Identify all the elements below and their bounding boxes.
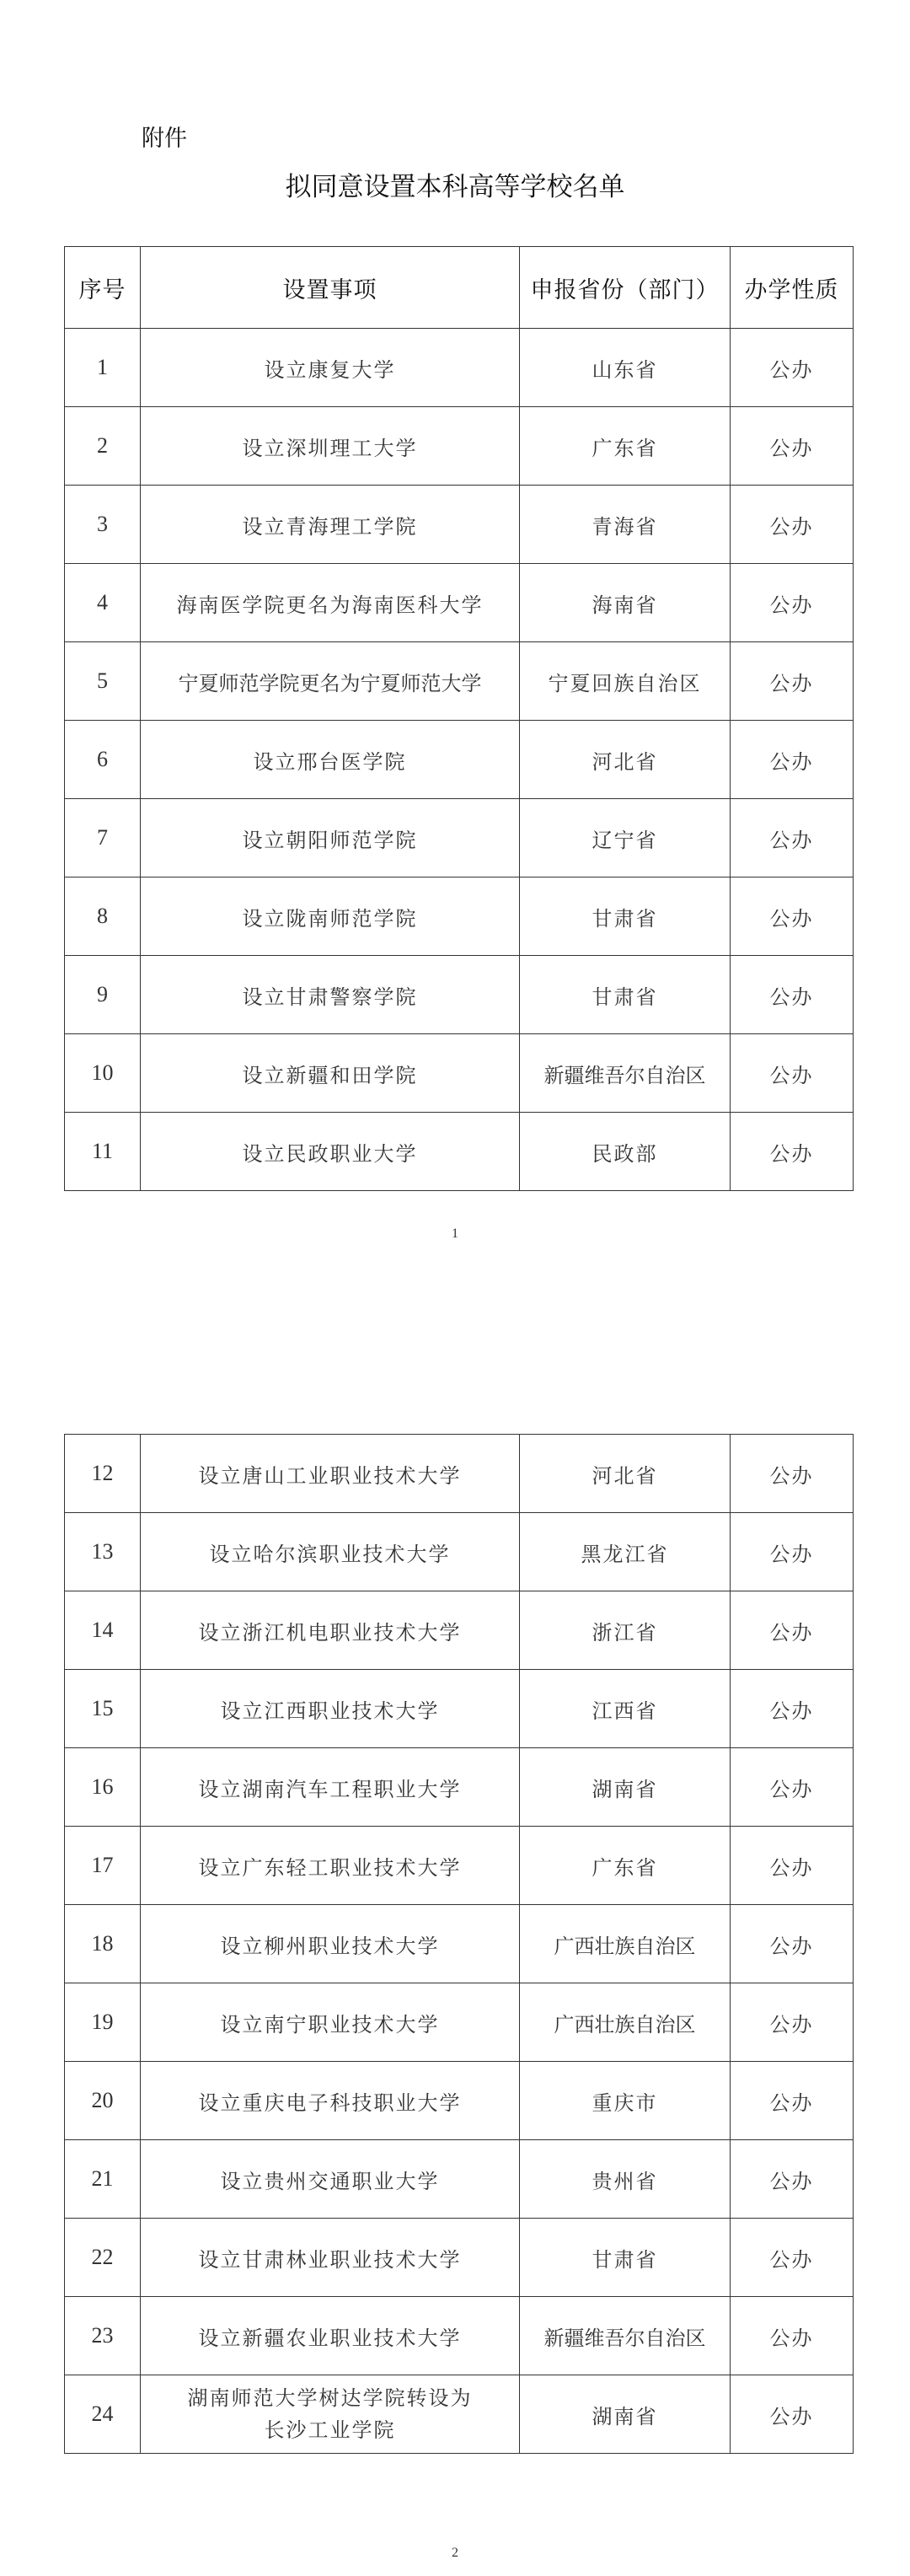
table-row xyxy=(65,2219,854,2297)
column-header-type: 办学性质 xyxy=(731,247,854,329)
row-number: 18 xyxy=(65,1905,141,1983)
row-item: 设立新疆和田学院 xyxy=(141,1034,520,1113)
row-item: 设立邢台医学院 xyxy=(141,721,520,799)
row-item: 设立浙江机电职业技术大学 xyxy=(141,1591,520,1670)
row-type: 公办 xyxy=(731,1748,854,1827)
table-row xyxy=(65,486,854,564)
row-province: 广西壮族自治区 xyxy=(520,1983,731,2062)
row-item: 设立重庆电子科技职业大学 xyxy=(141,2062,520,2140)
row-province: 湖南省 xyxy=(520,2375,731,2454)
row-type: 公办 xyxy=(731,956,854,1034)
row-item xyxy=(141,2375,520,2454)
row-number: 20 xyxy=(65,2062,141,2140)
page-number: 1 xyxy=(452,1226,458,1241)
row-item: 宁夏师范学院更名为宁夏师范大学 xyxy=(141,642,520,721)
row-province: 广东省 xyxy=(520,407,731,486)
row-province: 新疆维吾尔自治区 xyxy=(520,1034,731,1113)
row-province: 江西省 xyxy=(520,1670,731,1748)
page-title: 拟同意设置本科高等学校名单 xyxy=(285,172,625,202)
row-type: 公办 xyxy=(731,1905,854,1983)
row-province: 黑龙江省 xyxy=(520,1513,731,1591)
row-type: 公办 xyxy=(731,407,854,486)
table-row xyxy=(65,1827,854,1905)
row-type: 公办 xyxy=(731,1670,854,1748)
row-item: 设立甘肃林业职业技术大学 xyxy=(141,2219,520,2297)
row-number: 7 xyxy=(65,799,141,877)
table-row xyxy=(65,877,854,956)
table-row xyxy=(65,1670,854,1748)
table-row xyxy=(65,1983,854,2062)
row-type: 公办 xyxy=(731,1435,854,1513)
row-number: 21 xyxy=(65,2140,141,2219)
row-province: 新疆维吾尔自治区 xyxy=(520,2297,731,2375)
row-number: 16 xyxy=(65,1748,141,1827)
row-province: 甘肃省 xyxy=(520,956,731,1034)
row-type: 公办 xyxy=(731,1591,854,1670)
table-row xyxy=(65,407,854,486)
row-number: 19 xyxy=(65,1983,141,2062)
row-item: 设立柳州职业技术大学 xyxy=(141,1905,520,1983)
row-number: 10 xyxy=(65,1034,141,1113)
row-item: 设立贵州交通职业大学 xyxy=(141,2140,520,2219)
table-row xyxy=(65,2140,854,2219)
row-number: 13 xyxy=(65,1513,141,1591)
table-row xyxy=(65,956,854,1034)
row-item: 设立唐山工业职业技术大学 xyxy=(141,1435,520,1513)
table-row xyxy=(65,721,854,799)
table-header-row xyxy=(65,247,854,329)
row-type: 公办 xyxy=(731,329,854,407)
row-type: 公办 xyxy=(731,799,854,877)
row-province: 民政部 xyxy=(520,1113,731,1191)
row-province: 广西壮族自治区 xyxy=(520,1905,731,1983)
row-item: 设立青海理工学院 xyxy=(141,486,520,564)
table-row xyxy=(65,1513,854,1591)
row-type: 公办 xyxy=(731,642,854,721)
row-number: 17 xyxy=(65,1827,141,1905)
table-row xyxy=(65,799,854,877)
row-type: 公办 xyxy=(731,1983,854,2062)
row-province: 宁夏回族自治区 xyxy=(520,642,731,721)
row-type: 公办 xyxy=(731,2219,854,2297)
row-item-line-1: 湖南师范大学树达学院转设为 xyxy=(187,2386,473,2410)
row-type: 公办 xyxy=(731,1827,854,1905)
row-province: 河北省 xyxy=(520,1435,731,1513)
row-type: 公办 xyxy=(731,2062,854,2140)
column-header-province: 申报省份（部门） xyxy=(520,247,731,329)
row-item: 设立江西职业技术大学 xyxy=(141,1670,520,1748)
row-number: 23 xyxy=(65,2297,141,2375)
row-province: 山东省 xyxy=(520,329,731,407)
row-item: 设立甘肃警察学院 xyxy=(141,956,520,1034)
table-row xyxy=(65,564,854,642)
table-row xyxy=(65,2375,854,2454)
row-type: 公办 xyxy=(731,2297,854,2375)
row-province: 青海省 xyxy=(520,486,731,564)
column-header-item: 设置事项 xyxy=(141,247,520,329)
table-row xyxy=(65,1435,854,1513)
row-item: 设立哈尔滨职业技术大学 xyxy=(141,1513,520,1591)
table-row xyxy=(65,642,854,721)
row-number: 2 xyxy=(65,407,141,486)
table-row xyxy=(65,1591,854,1670)
row-province: 辽宁省 xyxy=(520,799,731,877)
row-type: 公办 xyxy=(731,721,854,799)
row-number: 8 xyxy=(65,877,141,956)
row-type: 公办 xyxy=(731,1113,854,1191)
row-number: 11 xyxy=(65,1113,141,1191)
school-list-table-page-1 xyxy=(64,246,854,1191)
table-row xyxy=(65,1748,854,1827)
row-item: 设立康复大学 xyxy=(141,329,520,407)
table-row xyxy=(65,2062,854,2140)
row-item: 设立深圳理工大学 xyxy=(141,407,520,486)
row-number: 4 xyxy=(65,564,141,642)
school-list-table-page-2 xyxy=(64,1434,854,2454)
row-type: 公办 xyxy=(731,2375,854,2454)
row-item: 海南医学院更名为海南医科大学 xyxy=(141,564,520,642)
page-number: 2 xyxy=(452,2546,458,2560)
row-number: 1 xyxy=(65,329,141,407)
row-number: 5 xyxy=(65,642,141,721)
table-row xyxy=(65,329,854,407)
row-number: 15 xyxy=(65,1670,141,1748)
row-type: 公办 xyxy=(731,877,854,956)
row-province: 甘肃省 xyxy=(520,877,731,956)
row-province: 贵州省 xyxy=(520,2140,731,2219)
row-item: 设立湖南汽车工程职业大学 xyxy=(141,1748,520,1827)
row-number: 24 xyxy=(65,2375,141,2454)
row-number: 6 xyxy=(65,721,141,799)
row-type: 公办 xyxy=(731,1034,854,1113)
row-item: 设立南宁职业技术大学 xyxy=(141,1983,520,2062)
row-number: 22 xyxy=(65,2219,141,2297)
row-province: 海南省 xyxy=(520,564,731,642)
row-item: 设立陇南师范学院 xyxy=(141,877,520,956)
row-province: 河北省 xyxy=(520,721,731,799)
row-province: 广东省 xyxy=(520,1827,731,1905)
row-number: 14 xyxy=(65,1591,141,1670)
table-row xyxy=(65,1034,854,1113)
row-province: 浙江省 xyxy=(520,1591,731,1670)
row-item-line-2: 长沙工业学院 xyxy=(264,2418,396,2442)
column-header-number: 序号 xyxy=(65,247,141,329)
row-type: 公办 xyxy=(731,1513,854,1591)
row-item: 设立广东轻工职业技术大学 xyxy=(141,1827,520,1905)
table-row xyxy=(65,1905,854,1983)
row-type: 公办 xyxy=(731,2140,854,2219)
row-number: 9 xyxy=(65,956,141,1034)
row-number: 12 xyxy=(65,1435,141,1513)
row-number: 3 xyxy=(65,486,141,564)
row-type: 公办 xyxy=(731,486,854,564)
table-row xyxy=(65,1113,854,1191)
row-item: 设立新疆农业职业技术大学 xyxy=(141,2297,520,2375)
table-row xyxy=(65,2297,854,2375)
row-type: 公办 xyxy=(731,564,854,642)
row-item: 设立民政职业大学 xyxy=(141,1113,520,1191)
row-province: 重庆市 xyxy=(520,2062,731,2140)
row-province: 甘肃省 xyxy=(520,2219,731,2297)
attachment-label: 附件 xyxy=(142,126,187,152)
row-item: 设立朝阳师范学院 xyxy=(141,799,520,877)
row-province: 湖南省 xyxy=(520,1748,731,1827)
